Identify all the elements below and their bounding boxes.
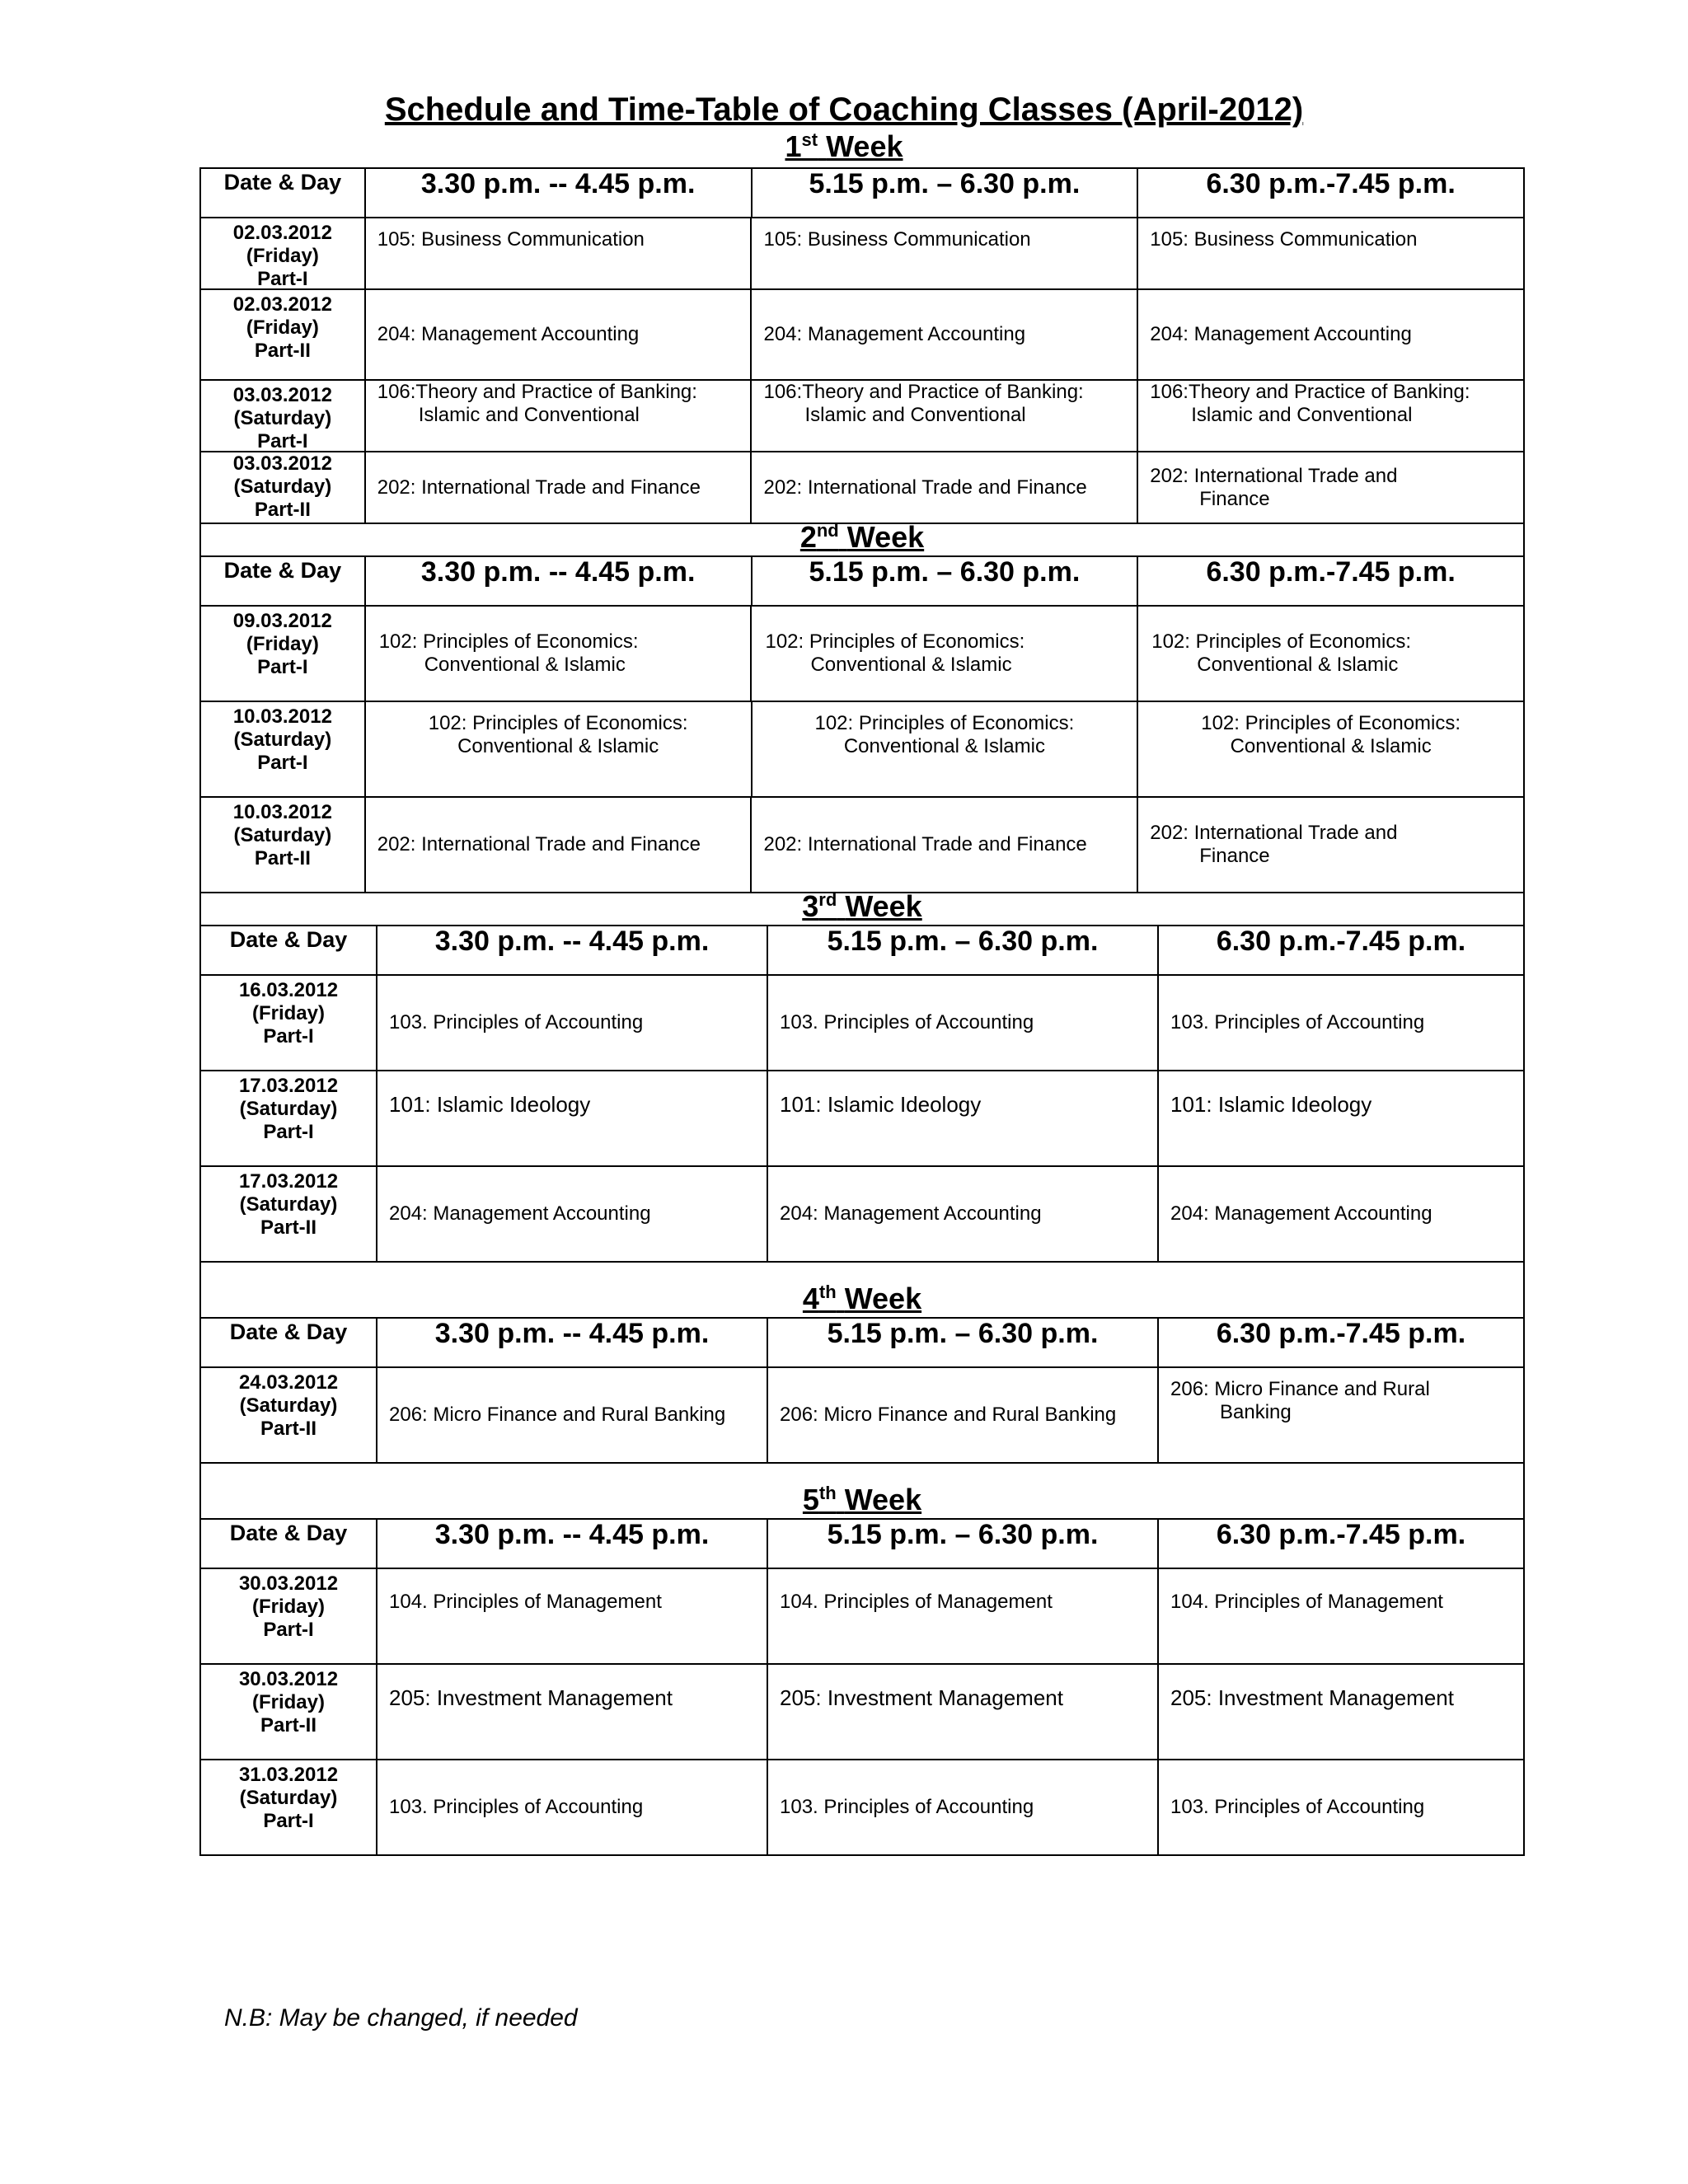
subject-line: 202: International Trade and Finance — [377, 833, 701, 855]
date-text: 03.03.2012 — [232, 384, 332, 406]
subject-line: 102: Principles of Economics: — [378, 630, 639, 653]
slot1-header: 3.30 p.m. -- 4.45 p.m. — [364, 557, 751, 605]
page-title: Schedule and Time-Table of Coaching Classes (April-2012) — [384, 91, 1304, 128]
subject-line-2: Islamic and Conventional — [804, 404, 1026, 426]
slot-cell — [364, 607, 751, 701]
table-header-row — [201, 926, 1523, 976]
slot3-header: 6.30 p.m.-7.45 p.m. — [1137, 557, 1523, 605]
date-text: 02.03.2012 — [232, 293, 332, 316]
slot-cell — [1137, 290, 1523, 379]
subject-line: 105: Business Communication — [1150, 228, 1418, 251]
date-cell — [201, 1760, 376, 1854]
subject-line: 101: Islamic Ideology — [389, 1092, 591, 1117]
subject-line: 202: International Trade and — [1150, 464, 1398, 487]
part-text: Part-I — [263, 1025, 314, 1047]
slot2-header: 5.15 p.m. – 6.30 p.m. — [767, 926, 1157, 974]
slot-cell — [364, 290, 751, 379]
subject-line: 105: Business Communication — [377, 228, 645, 251]
slot-cell — [750, 798, 1137, 892]
week-heading — [201, 520, 1523, 557]
slot-cell — [767, 1569, 1157, 1663]
timetable — [199, 167, 1525, 1856]
slot-cell — [364, 381, 751, 451]
subject-line: 204: Management Accounting — [763, 323, 1026, 345]
subject-line: 103. Principles of Accounting — [389, 1011, 644, 1033]
slot-cell — [364, 452, 751, 523]
date-day-header: Date & Day — [229, 927, 348, 952]
table-row — [201, 702, 1523, 798]
day-text: (Saturday) — [239, 1394, 338, 1417]
subject-line-2: Finance — [1199, 845, 1270, 867]
slot-cell — [750, 452, 1137, 523]
slot-cell — [1137, 218, 1523, 288]
date-cell — [201, 452, 364, 523]
subject-line: 204: Management Accounting — [1170, 1202, 1432, 1225]
week-title: 4th Week — [802, 1282, 922, 1315]
slot-cell — [1137, 702, 1523, 796]
date-text: 02.03.2012 — [232, 222, 332, 244]
date-text: 24.03.2012 — [238, 1371, 339, 1394]
part-text: Part-I — [263, 1121, 314, 1143]
day-text: (Friday) — [251, 1002, 325, 1024]
subject-line-2: Islamic and Conventional — [418, 404, 640, 426]
date-day-header: Date & Day — [223, 558, 342, 583]
date-text: 30.03.2012 — [238, 1668, 339, 1690]
slot-cell — [767, 1665, 1157, 1759]
table-row — [201, 290, 1523, 381]
table-header-row — [201, 557, 1523, 607]
subject-line-2: Banking — [1220, 1401, 1292, 1423]
date-cell — [201, 218, 364, 288]
table-row — [201, 218, 1523, 290]
week-title: 5th Week — [802, 1483, 922, 1516]
part-text: Part-II — [254, 340, 311, 362]
day-text: (Saturday) — [233, 407, 332, 429]
slot-cell — [750, 381, 1137, 451]
date-cell — [201, 607, 364, 701]
slot-cell — [1137, 452, 1523, 523]
slot-cell — [1137, 381, 1523, 451]
subject-line: 103. Principles of Accounting — [780, 1796, 1034, 1818]
subject-line: 102: Principles of Economics: — [765, 630, 1025, 653]
day-text: (Saturday) — [239, 1787, 338, 1809]
day-text: (Saturday) — [233, 729, 332, 751]
slot-cell — [376, 976, 767, 1070]
date-cell — [201, 1167, 376, 1261]
subject-line: 101: Islamic Ideology — [1170, 1092, 1372, 1117]
week-title: 2nd Week — [799, 520, 925, 554]
date-text: 09.03.2012 — [232, 610, 332, 632]
part-text: Part-I — [257, 430, 308, 452]
subject-line-2: Conventional & Islamic — [810, 654, 1012, 676]
date-day-header: Date & Day — [229, 1319, 348, 1344]
slot-cell — [1157, 1071, 1523, 1165]
slot-cell — [767, 1760, 1157, 1854]
slot2-header: 5.15 p.m. – 6.30 p.m. — [767, 1520, 1157, 1568]
day-text: (Friday) — [246, 633, 319, 655]
subject-line: 205: Investment Management — [1170, 1685, 1454, 1710]
date-cell — [201, 1665, 376, 1759]
subject-line: 106:Theory and Practice of Banking: — [377, 381, 697, 403]
date-cell — [201, 798, 364, 892]
part-text: Part-I — [257, 752, 308, 774]
slot-cell — [1157, 1569, 1523, 1663]
slot3-header: 6.30 p.m.-7.45 p.m. — [1137, 169, 1523, 217]
date-cell — [201, 1569, 376, 1663]
day-text: (Saturday) — [233, 824, 332, 846]
part-text: Part-II — [260, 1714, 316, 1736]
slot-cell — [376, 1167, 767, 1261]
subject-line: 202: International Trade and Finance — [763, 833, 1087, 855]
subject-line-2: Conventional & Islamic — [843, 735, 1045, 757]
part-text: Part-I — [257, 268, 308, 290]
slot-cell — [1157, 976, 1523, 1070]
date-cell — [201, 702, 364, 796]
subject-line-2: Islamic and Conventional — [1191, 404, 1413, 426]
subject-line: 102: Principles of Economics: — [1201, 712, 1461, 734]
subject-line: 106:Theory and Practice of Banking: — [763, 381, 1084, 403]
part-text: Part-I — [263, 1810, 314, 1832]
slot-cell — [750, 290, 1137, 379]
part-text: Part-II — [260, 1418, 316, 1440]
date-text: 16.03.2012 — [238, 979, 339, 1001]
slot-cell — [364, 798, 751, 892]
slot-cell — [1137, 798, 1523, 892]
subject-line: 106:Theory and Practice of Banking: — [1150, 381, 1470, 403]
footnote: N.B: May be changed, if needed — [224, 2004, 578, 2032]
slot-cell — [364, 702, 751, 796]
subject-line: 102: Principles of Economics: — [1151, 630, 1412, 653]
subject-line: 204: Management Accounting — [389, 1202, 651, 1225]
subject-line-2: Conventional & Islamic — [457, 735, 659, 757]
week-title: 3rd Week — [802, 889, 922, 923]
subject-line: 205: Investment Management — [780, 1685, 1063, 1710]
date-text: 30.03.2012 — [238, 1572, 339, 1595]
week-heading-first — [0, 130, 1688, 163]
part-text: Part-II — [254, 499, 311, 521]
subject-line: 204: Management Accounting — [1150, 323, 1412, 345]
part-text: Part-I — [257, 656, 308, 678]
subject-line: 103. Principles of Accounting — [1170, 1011, 1425, 1033]
date-cell — [201, 1368, 376, 1462]
subject-line: 105: Business Communication — [763, 228, 1031, 251]
slot1-header: 3.30 p.m. -- 4.45 p.m. — [364, 169, 751, 217]
subject-line: 103. Principles of Accounting — [780, 1011, 1034, 1033]
subject-line: 206: Micro Finance and Rural Banking — [389, 1404, 726, 1426]
table-row — [201, 1368, 1523, 1464]
subject-line: 206: Micro Finance and Rural Banking — [780, 1404, 1117, 1426]
slot-cell — [376, 1760, 767, 1854]
day-text: (Saturday) — [233, 476, 332, 498]
slot-cell — [1157, 1167, 1523, 1261]
date-day-header: Date & Day — [223, 170, 342, 194]
slot2-header: 5.15 p.m. – 6.30 p.m. — [767, 1319, 1157, 1366]
date-cell — [201, 381, 364, 451]
subject-line: 103. Principles of Accounting — [389, 1796, 644, 1818]
date-day-header: Date & Day — [229, 1521, 348, 1545]
slot1-header: 3.30 p.m. -- 4.45 p.m. — [376, 1319, 767, 1366]
date-text: 03.03.2012 — [232, 452, 332, 475]
subject-line: 104. Principles of Management — [1170, 1591, 1443, 1613]
table-row — [201, 798, 1523, 893]
part-text: Part-II — [260, 1216, 316, 1239]
subject-line: 202: International Trade and Finance — [763, 476, 1087, 499]
slot-cell — [767, 1368, 1157, 1462]
slot-cell — [1137, 607, 1523, 701]
week-heading — [201, 1464, 1523, 1520]
subject-line: 205: Investment Management — [389, 1685, 673, 1710]
subject-line: 102: Principles of Economics: — [814, 712, 1075, 734]
slot3-header: 6.30 p.m.-7.45 p.m. — [1157, 1319, 1523, 1366]
slot-cell — [1157, 1760, 1523, 1854]
subject-line: 206: Micro Finance and Rural — [1170, 1378, 1430, 1400]
subject-line: 202: International Trade and Finance — [377, 476, 701, 499]
subject-line-2: Conventional & Islamic — [1230, 735, 1432, 757]
date-text: 31.03.2012 — [238, 1764, 339, 1786]
day-text: (Saturday) — [239, 1193, 338, 1216]
slot-cell — [376, 1665, 767, 1759]
table-row — [201, 1071, 1523, 1167]
part-text: Part-II — [254, 847, 311, 869]
table-row — [201, 1569, 1523, 1665]
subject-line: 104. Principles of Management — [389, 1591, 662, 1613]
week-heading — [201, 1263, 1523, 1319]
day-text: (Friday) — [246, 316, 319, 339]
subject-line: 204: Management Accounting — [377, 323, 640, 345]
date-text: 10.03.2012 — [232, 801, 332, 823]
table-header-row — [201, 169, 1523, 218]
table-header-row — [201, 1319, 1523, 1368]
table-row — [201, 1167, 1523, 1263]
subject-line: 204: Management Accounting — [780, 1202, 1042, 1225]
subject-line-2: Finance — [1199, 487, 1270, 510]
subject-line: 202: International Trade and — [1150, 822, 1398, 844]
table-header-row — [201, 1520, 1523, 1569]
slot-cell — [1157, 1368, 1523, 1462]
day-text: (Friday) — [246, 245, 319, 267]
subject-line: 104. Principles of Management — [780, 1591, 1053, 1613]
subject-line-2: Conventional & Islamic — [424, 654, 626, 676]
date-text: 17.03.2012 — [238, 1170, 339, 1193]
week-heading — [201, 889, 1523, 926]
table-row — [201, 452, 1523, 524]
slot-cell — [767, 1167, 1157, 1261]
day-text: (Friday) — [251, 1596, 325, 1618]
slot1-header: 3.30 p.m. -- 4.45 p.m. — [376, 1520, 767, 1568]
slot-cell — [376, 1569, 767, 1663]
slot-cell — [751, 702, 1137, 796]
slot3-header: 6.30 p.m.-7.45 p.m. — [1157, 926, 1523, 974]
table-row — [201, 976, 1523, 1071]
slot-cell — [1157, 1665, 1523, 1759]
slot-cell — [767, 1071, 1157, 1165]
date-cell — [201, 290, 364, 379]
slot-cell — [750, 218, 1137, 288]
subject-line: 102: Principles of Economics: — [428, 712, 688, 734]
date-text: 17.03.2012 — [238, 1075, 339, 1097]
date-text: 10.03.2012 — [232, 705, 332, 728]
subject-line: 101: Islamic Ideology — [780, 1092, 982, 1117]
slot1-header: 3.30 p.m. -- 4.45 p.m. — [376, 926, 767, 974]
subject-line-2: Conventional & Islamic — [1197, 654, 1399, 676]
part-text: Part-I — [263, 1619, 314, 1641]
slot-cell — [767, 976, 1157, 1070]
table-row — [201, 1665, 1523, 1760]
week-title: 1st Week — [785, 129, 903, 163]
slot2-header: 5.15 p.m. – 6.30 p.m. — [751, 169, 1137, 217]
date-cell — [201, 1071, 376, 1165]
slot-cell — [750, 607, 1137, 701]
slot3-header: 6.30 p.m.-7.45 p.m. — [1157, 1520, 1523, 1568]
slot-cell — [364, 218, 751, 288]
slot-cell — [376, 1368, 767, 1462]
table-row — [201, 1760, 1523, 1856]
table-row — [201, 381, 1523, 452]
table-row — [201, 607, 1523, 702]
date-cell — [201, 976, 376, 1070]
slot-cell — [376, 1071, 767, 1165]
subject-line: 103. Principles of Accounting — [1170, 1796, 1425, 1818]
day-text: (Friday) — [251, 1691, 325, 1713]
day-text: (Saturday) — [239, 1098, 338, 1120]
slot2-header: 5.15 p.m. – 6.30 p.m. — [751, 557, 1137, 605]
